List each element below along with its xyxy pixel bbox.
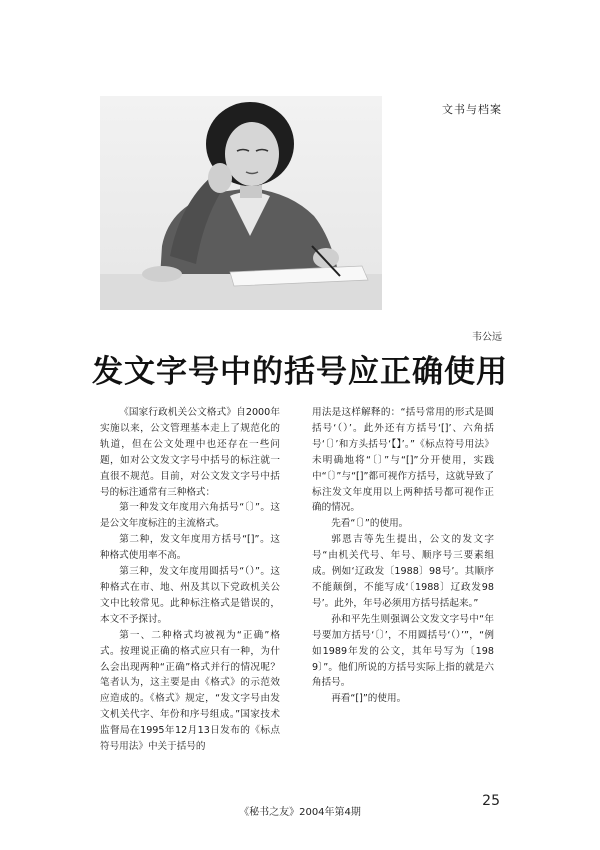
paragraph: 第三种，发文年度用圆括号“（）”。这种格式在市、地、州及其以下党政机关公文中比较常见。此种标注格式是错误的，本文不予探讨。 [100, 566, 280, 625]
paragraph: 先看“〔〕”的使用。 [331, 518, 409, 530]
paragraph: 第一、二种格式均被视为“正确”格式。按理说正确的格式应只有一种，为什么会出现两种“正确”格式并行的情况呢？笔者认为，这主要是由《格式》的示范效应造成的。《格式》规定，“发文字号由发文机关代字、年份和序号组成。”国家技术监督局在1995年12月13日发布的《标点符号用法》中关于括号的 [100, 629, 280, 753]
left-column [100, 405, 280, 755]
page-number: 25 [482, 793, 500, 809]
paragraph: 第二种，发文年度用方括号“[]”。这种格式使用率不高。 [100, 534, 280, 562]
paragraph: 第一种发文年度用六角括号“〔〕”。这是公文年度标注的主流格式。 [100, 502, 280, 530]
paragraph: 再看“[]”的使用。 [331, 693, 407, 705]
section-label: 文书与档案 [442, 103, 502, 116]
woman-writing-photo [100, 96, 382, 310]
author-name: 韦公远 [472, 332, 502, 343]
paragraph: 《国家行政机关公文格式》自2000年实施以来，公文管理基本走上了规范化的轨道，但在公文处理中也还存在一些问题，如对公文发文字号中括号的标注就一直很不规范。目前，对公文发文字号中括号的标注通常有三种格式： [100, 407, 280, 498]
article-title: 发文字号中的括号应正确使用 [92, 354, 508, 390]
paragraph: 孙和平先生则强调公文发文字号中“年号要加方括号‘〔〕’，不用圆括号‘（）’”，“例如1989年发的公文，其年号写为〔1989〕”。他们所说的方括号实际上指的就是六角括号。 [312, 613, 494, 689]
journal-footer: 《秘书之友》2004年第4期 [239, 807, 361, 818]
right-column [312, 405, 494, 707]
paragraph: 郭恩吉等先生提出，公文的发文字号“由机关代号、年号、顺序号三要素组成。例如‘辽政发〔1988〕98号’。其顺序不能颠倒，不能写成‘〔1988〕辽政发98号’。此外，年号必须用方括号括起来。” [312, 534, 494, 609]
paragraph: 用法是这样解释的：“括号常用的形式是圆括号‘（）’。此外还有方括号‘[]’、六角括号‘〔〕’和方头括号‘【】’。”《标点符号用法》未明确地将“〔〕”与“[]”分开使用，实践中“〔〕”与“[]”都可视作方括号，这就导致了标注发文年度用以上两种括号都可视作正确的情况。 [312, 407, 494, 514]
